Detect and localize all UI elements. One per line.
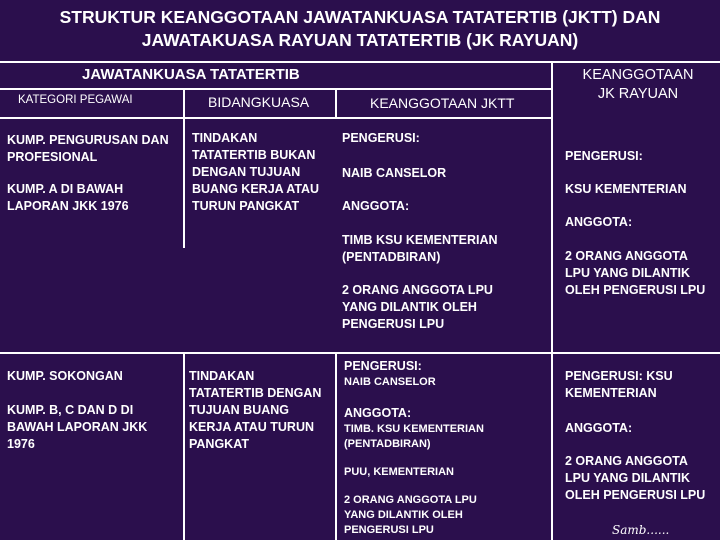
s1-jktt-anggota-1: TIMB KSU KEMENTERIAN (PENTADBIRAN)	[342, 233, 498, 264]
divider-rayuan	[551, 61, 553, 540]
s2-bidangkuasa: TINDAKAN TATATERTIB DENGAN TUJUAN BUANG KERJA ATAU TURUN PANGKAT	[189, 369, 322, 451]
s2-jktt-anggota-3: 2 ORANG ANGGOTA LPU YANG DILANTIK OLEH PENGERUSI LPU	[344, 494, 477, 536]
s2-rayuan-anggota-label: ANGGOTA:	[565, 421, 633, 435]
s2-rayuan-pengerusi: PENGERUSI: KSU KEMENTERIAN	[565, 369, 673, 400]
divider-top	[0, 61, 720, 63]
s1-jktt-anggota-label: ANGGOTA:	[342, 199, 410, 213]
divider-columns	[0, 117, 552, 119]
s2-jktt-anggota-2: PUU, KEMENTERIAN	[344, 466, 455, 478]
s1-kategori-2: KUMP. A DI BAWAH LAPORAN JKK 1976	[7, 182, 129, 213]
s1-jktt-anggota-2: 2 ORANG ANGGOTA LPU YANG DILANTIK OLEH PENGERUSI LPU	[342, 283, 493, 331]
page-title	[0, 6, 720, 52]
s1-bidangkuasa: TINDAKAN TATATERTIB BUKAN DENGAN TUJUAN BUANG KERJA ATAU TURUN PANGKAT	[192, 131, 320, 213]
s2-jktt-pengerusi-label: PENGERUSI:	[344, 359, 422, 373]
divider-section	[0, 352, 720, 354]
column-bidangkuasa: BIDANGKUASA	[208, 94, 310, 110]
divider-col2-body2	[335, 353, 337, 540]
s2-rayuan-anggota: 2 ORANG ANGGOTA LPU YANG DILANTIK OLEH PENGERUSI LPU	[565, 454, 706, 502]
s2-jktt-anggota-label: ANGGOTA:	[344, 406, 412, 420]
s1-rayuan-anggota-label: ANGGOTA:	[565, 215, 633, 229]
header-jktt: JAWATANKUASA TATATERTIB	[82, 66, 300, 83]
title-line-1: STRUKTUR KEANGGOTAAN JAWATANKUASA TATATERTIB (JKTT) DAN	[59, 7, 661, 27]
header-rayuan	[556, 66, 720, 104]
s1-rayuan-anggota: 2 ORANG ANGGOTA LPU YANG DILANTIK OLEH PENGERUSI LPU	[565, 249, 706, 297]
s1-kategori-1: KUMP. PENGURUSAN DAN PROFESIONAL	[7, 133, 169, 164]
s1-rayuan-pengerusi-label: PENGERUSI:	[565, 149, 643, 163]
header-rayuan-line-2: JK RAYUAN	[597, 86, 679, 102]
s1-jktt-pengerusi-label: PENGERUSI:	[342, 131, 420, 145]
column-kategori: KATEGORI PEGAWAI	[18, 94, 133, 106]
s2-jktt-anggota-1: TIMB. KSU KEMENTERIAN (PENTADBIRAN)	[344, 423, 484, 450]
header-rayuan-line-1: KEANGGOTAAN	[582, 67, 694, 83]
continue-note: Samb......	[612, 523, 670, 537]
column-keanggotaan-jktt: KEANGGOTAAN JKTT	[370, 95, 515, 111]
divider-header	[0, 88, 552, 90]
s1-jktt-pengerusi: NAIB CANSELOR	[342, 166, 447, 180]
divider-col1-header	[183, 89, 185, 118]
s1-rayuan-pengerusi: KSU KEMENTERIAN	[565, 182, 687, 196]
s2-kategori-1: KUMP. SOKONGAN	[7, 369, 123, 383]
title-line-2: JAWATAKUASA RAYUAN TATATERTIB (JK RAYUAN)	[141, 30, 579, 50]
divider-col1-body	[183, 118, 185, 248]
s2-kategori-2: KUMP. B, C DAN D DI BAWAH LAPORAN JKK 1976	[7, 403, 148, 451]
divider-col2-header	[335, 89, 337, 118]
divider-col1-body2	[183, 353, 185, 540]
s2-jktt-pengerusi: NAIB CANSELOR	[344, 376, 436, 388]
